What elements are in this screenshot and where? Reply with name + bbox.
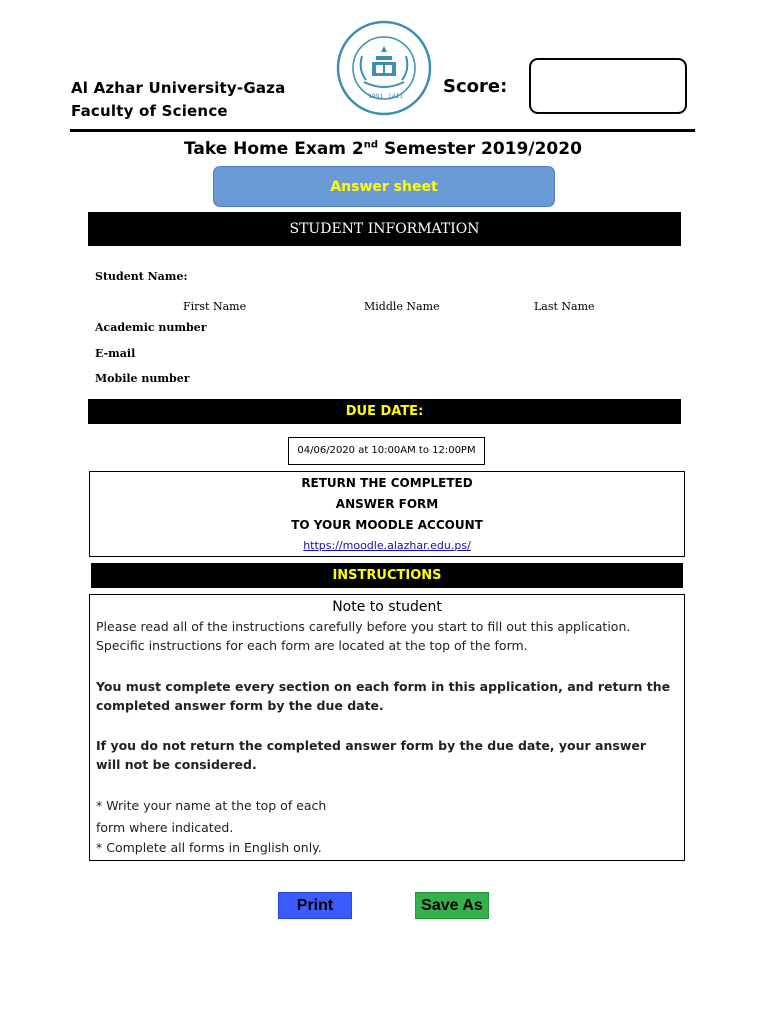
- instructions-paragraph-2: You must complete every section on each form in this application, and return the completed answer form by the due date.: [96, 679, 671, 713]
- instructions-paragraph-1: Please read all of the instructions carefully before you start to fill out this application. Specific instructions for each form are located at the top of the form.: [96, 619, 631, 653]
- last-name-caption: Last Name: [534, 300, 595, 313]
- return-instructions-box: [89, 471, 685, 557]
- middle-name-caption: Middle Name: [364, 300, 440, 313]
- return-line-1: RETURN THE COMPLETED: [301, 476, 473, 490]
- exam-title: Take Home Exam 2nd Semester 2019/2020: [184, 139, 582, 159]
- university-name: Al Azhar University-Gaza: [71, 79, 286, 97]
- instructions-bullet-1b: form where indicated.: [96, 820, 234, 835]
- print-button[interactable]: Print: [278, 892, 352, 919]
- due-date-title: DUE DATE:: [345, 404, 424, 419]
- instructions-bullet-2: * Complete all forms in English only.: [96, 840, 322, 855]
- first-name-caption: First Name: [183, 300, 247, 313]
- instructions-bullet-1a: * Write your name at the top of each: [96, 798, 327, 813]
- header-divider: [70, 129, 695, 132]
- answer-sheet-banner: [213, 166, 555, 207]
- student-info-header: [88, 212, 681, 246]
- score-box: [529, 58, 687, 114]
- due-date-value: 04/06/2020 at 10:00AM to 12:00PM: [288, 437, 485, 465]
- mobile-number-label: Mobile number: [95, 372, 190, 385]
- instructions-paragraph-3: If you do not return the completed answer form by the due date, your answer will not be considered.: [96, 738, 647, 772]
- email-label: E-mail: [95, 347, 136, 360]
- save-as-button[interactable]: Save As: [415, 892, 489, 919]
- faculty-name: Faculty of Science: [71, 102, 228, 120]
- instructions-title: INSTRUCTIONS: [332, 568, 442, 583]
- instructions-header: [91, 563, 683, 588]
- note-title: Note to student: [332, 599, 442, 615]
- student-name-label: Student Name:: [95, 270, 188, 283]
- due-date-header: [88, 399, 681, 424]
- university-logo: [336, 16, 432, 120]
- score-label: Score:: [443, 76, 508, 97]
- return-line-3: TO YOUR MOODLE ACCOUNT: [291, 518, 483, 532]
- svg-text:1411: 1411: [388, 93, 404, 100]
- instructions-box: [89, 594, 685, 861]
- svg-text:1991: 1991: [368, 93, 384, 100]
- student-info-title: STUDENT INFORMATION: [289, 221, 480, 237]
- return-line-2: ANSWER FORM: [335, 497, 439, 511]
- academic-number-label: Academic number: [95, 321, 207, 334]
- answer-sheet-label: Answer sheet: [330, 178, 438, 195]
- moodle-link[interactable]: https://moodle.alazhar.edu.ps/: [303, 539, 471, 552]
